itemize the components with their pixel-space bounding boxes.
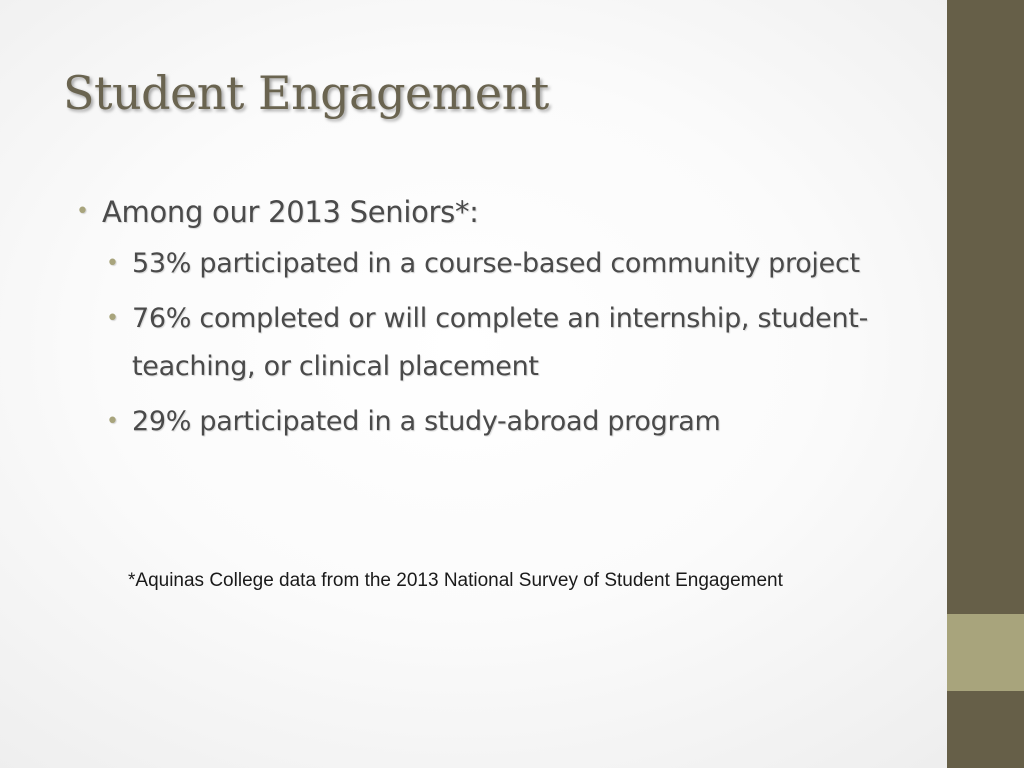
bullet-dot-icon: • bbox=[106, 306, 119, 331]
bullet-item bbox=[106, 240, 892, 288]
bullet-item bbox=[106, 295, 892, 391]
side-accent-block bbox=[947, 614, 1024, 691]
bullet-item bbox=[106, 398, 892, 446]
bullet-dot-icon: • bbox=[76, 199, 89, 224]
slide-title: Student Engagement bbox=[63, 66, 549, 120]
bullet-dot-icon: • bbox=[106, 251, 119, 276]
footnote: *Aquinas College data from the 2013 National Survey of Student Engagement bbox=[128, 570, 783, 591]
bullet-lead bbox=[76, 190, 916, 234]
bullet-item-text: 76% completed or will complete an internship, student-teaching, or clinical placement bbox=[132, 303, 869, 382]
bullet-dot-icon: • bbox=[106, 409, 119, 434]
bullet-item-text: 29% participated in a study-abroad program bbox=[132, 406, 721, 437]
bullet-item-text: 53% participated in a course-based community project bbox=[132, 248, 860, 279]
slide-body bbox=[76, 190, 916, 453]
bullet-lead-text: Among our 2013 Seniors*: bbox=[102, 195, 479, 229]
